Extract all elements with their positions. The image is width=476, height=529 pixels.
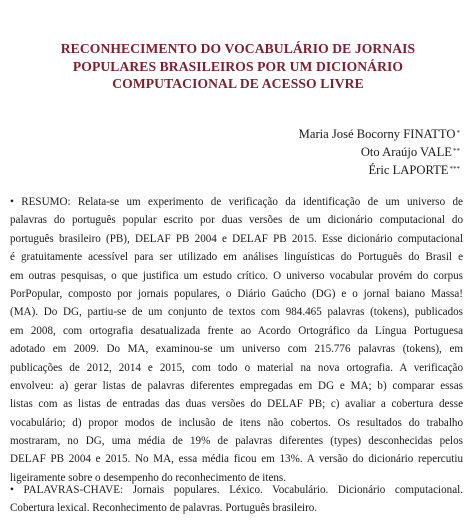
abstract-line: palavras do português popular escrito por duas versões de um dicionário computacional do xyxy=(10,214,463,227)
abstract xyxy=(10,193,463,487)
abstract-line: vocabulário; d) propor modos de inclusão de itens não cobertos. Os resultados do trabalho xyxy=(10,416,463,429)
abstract-line: envolveu: a) gerar listas de palavras diferentes empregadas em DG e MA; b) comparar essas xyxy=(10,379,463,392)
abstract-line: ligeiramente sobre o desempenho do reconhecimento de itens. xyxy=(10,471,287,484)
abstract-line: listas com as listas de entradas das duas versões do DELAF PB; c) avaliar a cobertura desse xyxy=(10,398,463,411)
abstract-line: em outras pesquisas, o que justifica um estudo crítico. O universo vocabular provém do corpus xyxy=(10,269,463,282)
keywords-line: • PALAVRAS-CHAVE: Jornais populares. Léxico. Vocabulário. Dicionário computacional. xyxy=(10,484,463,496)
author-footnote-mark: ** xyxy=(453,147,460,155)
author-name: Maria José Bocorny FINATTO xyxy=(298,127,456,141)
title-line-3: COMPUTACIONAL DE ACESSO LIVRE xyxy=(112,76,364,91)
author-2 xyxy=(299,143,460,161)
author-footnote-mark: * xyxy=(456,129,460,137)
abstract-line: (MA). Do DG, partiu-se de um conjunto de textos com 984.465 palavras (tokens), publicados xyxy=(10,306,463,319)
title-line-2: POPULARES BRASILEIROS POR UM DICIONÁRIO xyxy=(72,58,404,74)
author-name: Éric LAPORTE xyxy=(368,163,449,177)
author-name: Oto Araújo VALE xyxy=(360,145,452,159)
author-3 xyxy=(299,161,460,179)
title-line-1: RECONHECIMENTO DO VOCABULÁRIO DE JORNAIS xyxy=(60,41,416,56)
abstract-line: • RESUMO: Relata-se um experimento de verificação da identificação de um universo de xyxy=(10,196,463,208)
abstract-line: é gratuitamente acessível para ser utilizado em análises linguísticas do Português do Brasil e xyxy=(10,251,463,264)
abstract-line: DELAF PB 2004 e 2015. No MA, essa média ficou em 13%. A versão do dicionário repercutiu xyxy=(10,453,463,466)
paper-title xyxy=(20,40,456,93)
author-1 xyxy=(299,125,460,143)
abstract-line: adotado em 2009. Do MA, examinou-se um universo com 215.776 palavras (tokens), em xyxy=(10,343,463,356)
author-list xyxy=(299,125,460,179)
keywords-line: Cobertura lexical. Reconhecimento de palavras. Português brasileiro. xyxy=(10,502,318,515)
keywords xyxy=(10,481,463,518)
abstract-line: publicações de 2012, 2014 e 2015, com todo o material na nova ortografia. A verificação xyxy=(10,361,463,374)
abstract-line: português brasileiro (PB), DELAF PB 2004 e DELAF PB 2015. Esse dicionário computacional xyxy=(10,232,463,245)
abstract-line: mostraram, no DG, uma média de 19% de palavras diferentes (types) desconhecidas pelos xyxy=(10,435,463,448)
author-footnote-mark: *** xyxy=(449,165,460,173)
abstract-line: em 2008, com ortografia desatualizada frente ao Acordo Ortográfico da Língua Portuguesa xyxy=(10,324,463,337)
abstract-line: PorPopular, composto por jornais populares, o Diário Gaúcho (DG) e o jornal baiano Massa! xyxy=(10,287,463,300)
